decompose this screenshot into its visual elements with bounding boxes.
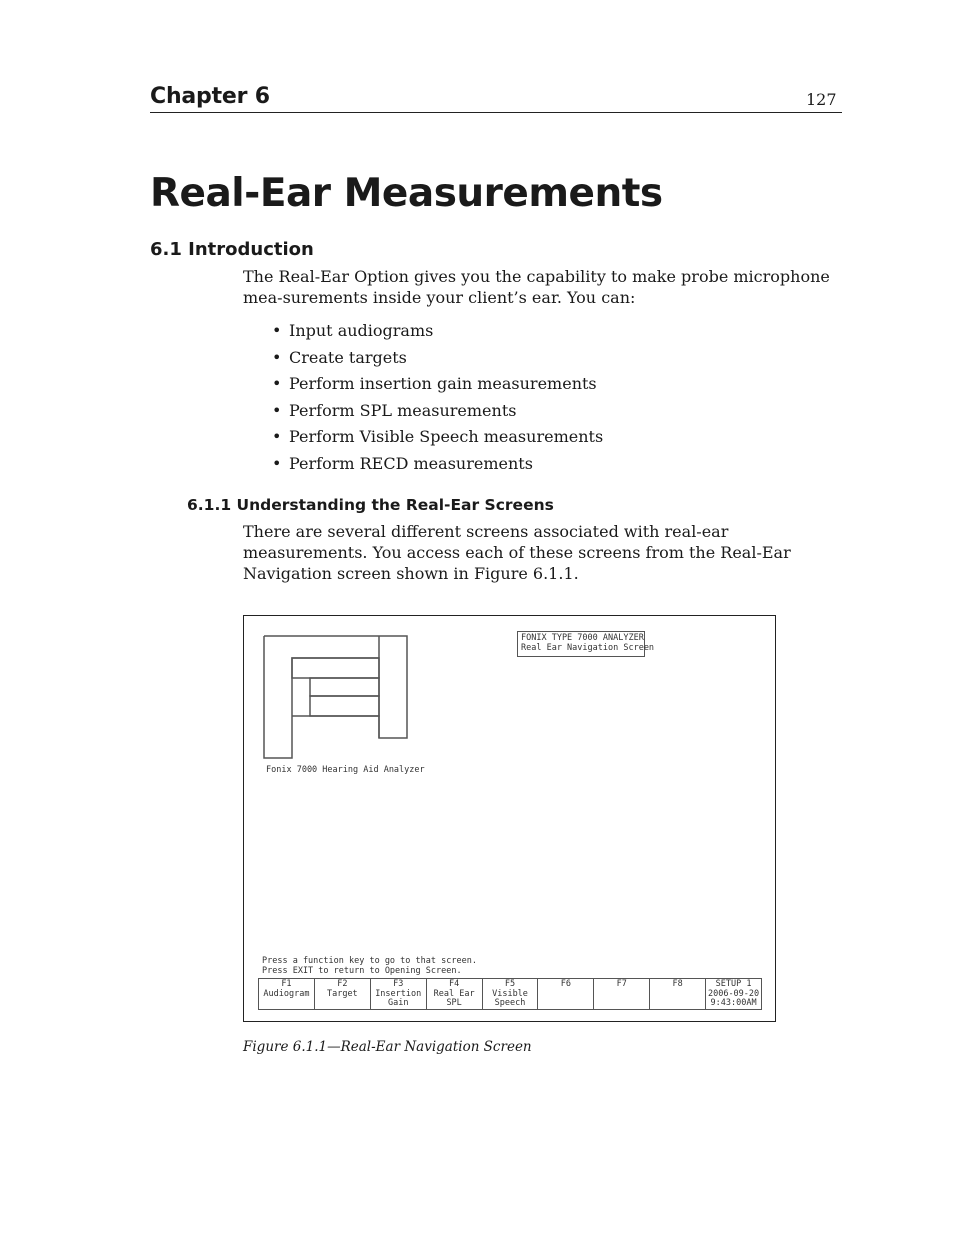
- list-item: • Input audiograms: [272, 321, 434, 340]
- chapter-label: Chapter 6: [150, 84, 270, 109]
- analyzer-title-box: [517, 631, 655, 657]
- page-title: Real-Ear Measurements: [150, 171, 663, 216]
- analyzer-title-line: FONIX TYPE 7000 ANALYZER: [521, 633, 644, 643]
- subsection-paragraph: There are several different screens associated with real-ear measurements. You access each of these screens from the Real-Ear Navigation screen shown in Figure 6.1.1.: [243, 522, 791, 583]
- section-heading: 6.1 Introduction: [150, 239, 314, 260]
- screen-instructions: [262, 957, 477, 976]
- logo-caption: Fonix 7000 Hearing Aid Analyzer: [266, 765, 425, 775]
- subsection-heading: 6.1.1 Understanding the Real-Ear Screens: [187, 496, 554, 514]
- function-key-f5[interactable]: F5 Visible Speech: [483, 979, 539, 1009]
- function-key-f6[interactable]: F6: [538, 979, 594, 1009]
- function-key-f1[interactable]: F1 Audiogram: [259, 979, 315, 1009]
- function-key-f3[interactable]: F3 Insertion Gain: [371, 979, 427, 1009]
- bullet-list: [272, 320, 603, 480]
- list-item: • Perform Visible Speech measurements: [272, 427, 604, 447]
- function-key-f2[interactable]: F2 Target: [315, 979, 371, 1009]
- function-key-setup[interactable]: SETUP 1 2006-09-20 9:43:00AM: [707, 979, 760, 1008]
- list-item: • Perform insertion gain measurements: [272, 374, 597, 394]
- list-item: • Perform RECD measurements: [272, 453, 533, 473]
- figure-caption: Figure 6.1.1—Real-Ear Navigation Screen: [243, 1039, 532, 1055]
- figure-screenshot: [243, 615, 776, 1022]
- function-key-bar: [258, 978, 762, 1010]
- instruction-line: Press a function key to go to that screen.: [262, 956, 477, 966]
- function-key-f7[interactable]: F7: [594, 979, 650, 1009]
- page-number: 127: [806, 90, 837, 109]
- list-item: • Perform SPL measurements: [272, 400, 517, 420]
- function-key-f8[interactable]: F8: [650, 979, 706, 1009]
- instruction-line: Press EXIT to return to Opening Screen.: [262, 965, 462, 976]
- header-rule: [150, 112, 842, 113]
- function-key-f4[interactable]: F4 Real Ear SPL: [427, 979, 483, 1009]
- intro-paragraph: The Real-Ear Option gives you the capability to make probe microphone mea-surements inside your client’s ear. You can:: [243, 267, 830, 307]
- fonix-logo-icon: [262, 634, 410, 762]
- screen-name-line: Real Ear Navigation Screen: [521, 642, 655, 653]
- list-item: • Create targets: [272, 347, 407, 367]
